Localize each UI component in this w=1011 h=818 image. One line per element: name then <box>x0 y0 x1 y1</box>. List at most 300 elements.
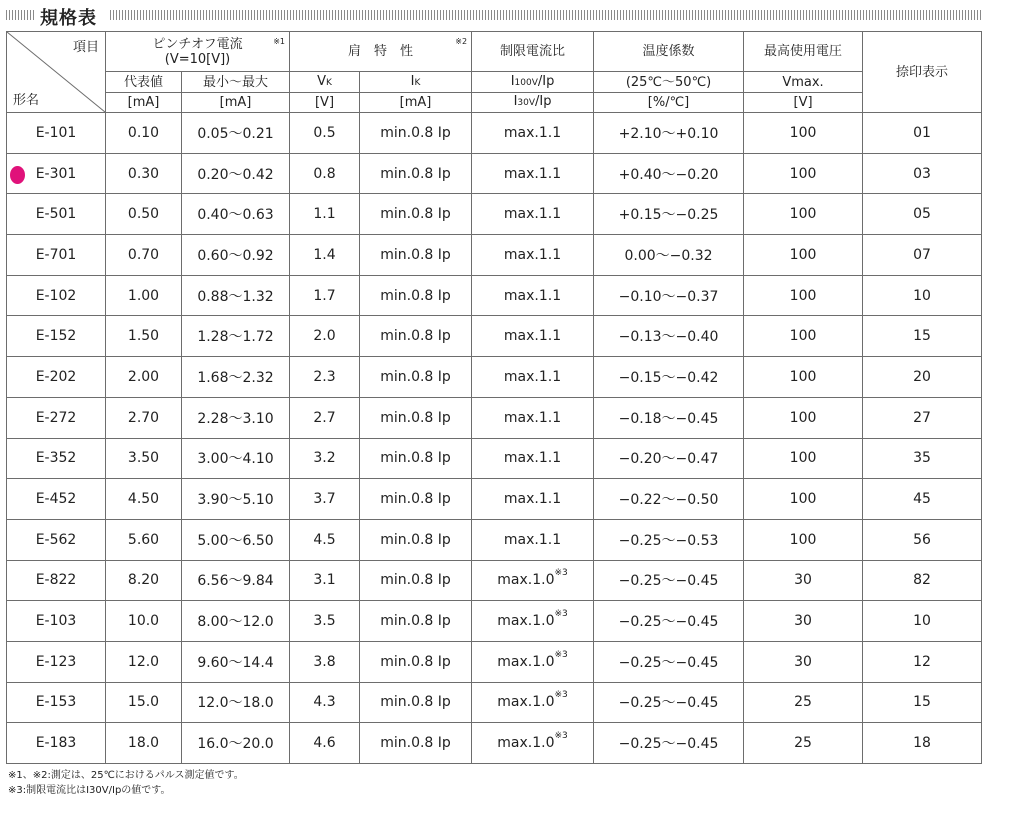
table-row <box>7 519 982 560</box>
cell-ik-text: min.0.8 Ip <box>380 368 451 385</box>
table-row <box>7 682 982 723</box>
cell-stamp <box>863 479 982 520</box>
range-unit: [mA] <box>182 93 290 113</box>
cell-stamp <box>863 723 982 764</box>
limit-unit-sub: 30V <box>517 98 536 108</box>
cell-stamp-text: 15 <box>913 694 931 711</box>
cell-temp-text: −0.20～−0.47 <box>618 451 719 468</box>
title-stripe-left <box>6 10 36 20</box>
cell-range <box>182 357 290 398</box>
cell-vmax-text: 100 <box>789 531 817 548</box>
cell-temp-text: −0.25～−0.45 <box>618 573 719 590</box>
cell-ik <box>360 682 472 723</box>
cell-typ-text: 2.00 <box>127 368 160 385</box>
temp-range-header: (25℃～50℃) <box>594 72 744 93</box>
cell-temp <box>594 397 744 438</box>
cell-typ <box>106 519 182 560</box>
cell-vmax-text: 30 <box>794 653 812 670</box>
cell-model <box>7 316 106 357</box>
cell-typ <box>106 357 182 398</box>
cell-model <box>7 397 106 438</box>
vmax-label-header: Vmax. <box>744 72 863 93</box>
cell-limit <box>472 397 594 438</box>
cell-range <box>182 235 290 276</box>
stamp-header: 捺印表示 <box>863 32 982 113</box>
cell-stamp-text: 12 <box>913 653 931 670</box>
cell-stamp-text: 01 <box>913 124 931 141</box>
cell-ik-text: min.0.8 Ip <box>380 653 451 670</box>
cell-range <box>182 438 290 479</box>
cell-vmax-text: 100 <box>789 165 817 182</box>
cell-range <box>182 560 290 601</box>
cell-typ <box>106 194 182 235</box>
cell-range <box>182 316 290 357</box>
ik-sub: K <box>414 77 421 88</box>
cell-stamp-text: 27 <box>913 409 931 426</box>
vk-header <box>290 72 360 93</box>
cell-limit-text: max.1.1 <box>503 368 562 385</box>
title-bar <box>6 4 982 29</box>
cell-temp <box>594 560 744 601</box>
cell-vk <box>290 438 360 479</box>
table-row <box>7 641 982 682</box>
cell-typ-text: 1.50 <box>127 328 160 345</box>
cell-range-text: 0.40～0.63 <box>197 207 274 224</box>
cell-temp <box>594 723 744 764</box>
footnote-1: ※1、※2:測定は、25℃におけるパルス測定値です。 <box>8 770 244 781</box>
table-body <box>7 113 982 764</box>
cell-range <box>182 601 290 642</box>
cell-ik <box>360 316 472 357</box>
cell-model-text: E-103 <box>35 613 77 630</box>
cell-limit-text: max.1.0 <box>497 572 555 589</box>
temp-unit: [%/℃] <box>594 93 744 113</box>
cell-model-text: E-202 <box>35 368 77 385</box>
cell-vmax <box>744 397 863 438</box>
cell-typ-text: 18.0 <box>127 735 160 752</box>
cell-range-text: 0.05～0.21 <box>197 125 274 142</box>
cell-range-text: 0.88～1.32 <box>197 288 274 305</box>
cell-limit <box>472 113 594 154</box>
cell-stamp-text: 10 <box>913 613 931 630</box>
cell-vmax <box>744 519 863 560</box>
cell-typ-text: 0.50 <box>127 206 160 223</box>
vk-main: V <box>317 73 327 89</box>
cell-model-text: E-301 <box>35 165 77 182</box>
cell-limit <box>472 723 594 764</box>
cell-model-text: E-501 <box>35 206 77 223</box>
cell-range <box>182 641 290 682</box>
cell-range <box>182 153 290 194</box>
cell-model-text: E-272 <box>35 409 77 426</box>
cell-stamp-text: 18 <box>913 735 931 752</box>
typ-header: 代表値 <box>106 72 182 93</box>
cell-ik <box>360 153 472 194</box>
cell-limit <box>472 316 594 357</box>
table-row <box>7 194 982 235</box>
cell-vmax <box>744 641 863 682</box>
cell-range-text: 9.60～14.4 <box>197 654 274 671</box>
cell-model-text: E-562 <box>35 531 77 548</box>
cell-limit <box>472 153 594 194</box>
cell-range <box>182 194 290 235</box>
cell-typ <box>106 316 182 357</box>
cell-ik <box>360 723 472 764</box>
cell-limit-text: max.1.1 <box>503 246 562 263</box>
cell-temp-text: −0.10～−0.37 <box>618 288 719 305</box>
cell-vmax <box>744 275 863 316</box>
cell-model-text: E-101 <box>35 124 77 141</box>
cell-vk-text: 4.5 <box>313 531 336 548</box>
cell-typ-text: 5.60 <box>127 531 160 548</box>
cell-ik <box>360 560 472 601</box>
cell-ik-text: min.0.8 Ip <box>380 165 451 182</box>
cell-temp-text: −0.25～−0.45 <box>618 614 719 631</box>
cell-ik <box>360 397 472 438</box>
cell-stamp-text: 07 <box>913 246 931 263</box>
cell-limit <box>472 438 594 479</box>
note-mark-1: ※1 <box>273 37 286 46</box>
cell-limit <box>472 519 594 560</box>
cell-vmax <box>744 601 863 642</box>
note-mark-3: ※3 <box>554 649 568 660</box>
cell-range <box>182 275 290 316</box>
cell-stamp <box>863 682 982 723</box>
cell-typ <box>106 601 182 642</box>
cell-range-text: 12.0～18.0 <box>197 695 274 712</box>
cell-temp-text: −0.15～−0.42 <box>618 369 719 386</box>
cell-vk <box>290 113 360 154</box>
pinchoff-condition: (V=10[V]) <box>164 51 231 67</box>
cell-limit <box>472 601 594 642</box>
cell-model <box>7 438 106 479</box>
cell-typ <box>106 682 182 723</box>
footnote-3: ※3:制限電流比はI30V/Ipの値です。 <box>8 785 171 796</box>
cell-range-text: 2.28～3.10 <box>197 410 274 427</box>
cell-vk-text: 2.7 <box>313 409 336 426</box>
cell-stamp <box>863 235 982 276</box>
cell-limit <box>472 235 594 276</box>
cell-vmax <box>744 235 863 276</box>
cell-vk-text: 1.4 <box>313 246 336 263</box>
table-row <box>7 397 982 438</box>
cell-temp-text: +0.15～−0.25 <box>618 207 719 224</box>
ik-header <box>360 72 472 93</box>
cell-ik-text: min.0.8 Ip <box>380 287 451 304</box>
corner-item-label: 項目 <box>72 40 99 55</box>
cell-vk-text: 1.1 <box>313 206 336 223</box>
cell-limit-text: max.1.0 <box>497 613 555 630</box>
cell-model <box>7 479 106 520</box>
cell-vk-text: 4.3 <box>313 694 336 711</box>
cell-vmax-text: 100 <box>789 206 817 223</box>
cell-limit-text: max.1.0 <box>497 694 555 711</box>
cell-stamp <box>863 641 982 682</box>
cell-vk <box>290 153 360 194</box>
cell-range <box>182 479 290 520</box>
cell-range-text: 16.0～20.0 <box>197 736 274 753</box>
note-mark-3: ※3 <box>554 568 568 579</box>
cell-vk-text: 0.5 <box>313 124 336 141</box>
footnotes <box>8 768 244 798</box>
cell-model-text: E-102 <box>35 287 77 304</box>
cell-typ <box>106 438 182 479</box>
cell-range-text: 6.56～9.84 <box>197 573 274 590</box>
cell-vk <box>290 682 360 723</box>
table-row <box>7 113 982 154</box>
cell-temp <box>594 235 744 276</box>
vmax-unit: [V] <box>744 93 863 113</box>
table-row <box>7 560 982 601</box>
cell-vk <box>290 641 360 682</box>
note-mark-3: ※3 <box>554 731 568 742</box>
cell-vmax-text: 100 <box>789 491 817 508</box>
cell-typ-text: 8.20 <box>127 572 160 589</box>
cell-temp-text: +0.40～−0.20 <box>618 166 719 183</box>
cell-limit <box>472 641 594 682</box>
cell-range-text: 0.60～0.92 <box>197 247 274 264</box>
cell-temp <box>594 479 744 520</box>
cell-range <box>182 723 290 764</box>
cell-temp <box>594 519 744 560</box>
cell-ik-text: min.0.8 Ip <box>380 328 451 345</box>
cell-typ-text: 0.70 <box>127 246 160 263</box>
typ-unit: [mA] <box>106 93 182 113</box>
cell-range-text: 8.00～12.0 <box>197 614 274 631</box>
cell-ik-text: min.0.8 Ip <box>380 450 451 467</box>
cell-ik <box>360 519 472 560</box>
cell-limit <box>472 479 594 520</box>
cell-model <box>7 357 106 398</box>
cell-stamp <box>863 357 982 398</box>
cell-vmax <box>744 357 863 398</box>
cell-temp <box>594 357 744 398</box>
cell-limit <box>472 194 594 235</box>
table-row <box>7 601 982 642</box>
table-row <box>7 479 982 520</box>
cell-vmax-text: 30 <box>794 613 812 630</box>
cell-typ <box>106 113 182 154</box>
cell-vk <box>290 357 360 398</box>
limit-header: 制限電流比 <box>472 32 594 72</box>
table-row <box>7 357 982 398</box>
cell-stamp-text: 35 <box>913 450 931 467</box>
corner-model-label: 形名 <box>13 93 40 108</box>
cell-vk <box>290 235 360 276</box>
cell-limit <box>472 357 594 398</box>
ik-main: I <box>410 73 415 89</box>
cell-limit <box>472 560 594 601</box>
cell-vk <box>290 479 360 520</box>
cell-temp <box>594 601 744 642</box>
cell-temp <box>594 275 744 316</box>
cell-vk-text: 0.8 <box>313 165 336 182</box>
cell-vk <box>290 519 360 560</box>
highlight-dot <box>10 166 25 184</box>
cell-limit-text: max.1.1 <box>503 206 562 223</box>
cell-model-text: E-153 <box>35 694 77 711</box>
cell-stamp <box>863 153 982 194</box>
table-row <box>7 235 982 276</box>
cell-vk <box>290 601 360 642</box>
cell-stamp-text: 10 <box>913 287 931 304</box>
ik-unit: [mA] <box>360 93 472 113</box>
cell-model <box>7 519 106 560</box>
cell-limit-text: max.1.1 <box>503 328 562 345</box>
cell-vk-text: 3.2 <box>313 450 336 467</box>
cell-model <box>7 641 106 682</box>
cell-vk <box>290 560 360 601</box>
cell-range-text: 0.20～0.42 <box>197 166 274 183</box>
cell-temp-text: −0.25～−0.53 <box>618 532 719 549</box>
cell-range-text: 3.00～4.10 <box>197 451 274 468</box>
cell-stamp-text: 03 <box>913 165 931 182</box>
cell-stamp-text: 20 <box>913 368 931 385</box>
cell-limit-text: max.1.1 <box>503 165 562 182</box>
cell-vmax-text: 100 <box>789 287 817 304</box>
cell-temp-text: +2.10～+0.10 <box>618 125 719 142</box>
pinchoff-header <box>106 32 290 72</box>
note-mark-3: ※3 <box>554 609 568 620</box>
cell-vk <box>290 316 360 357</box>
cell-typ <box>106 560 182 601</box>
table-row <box>7 275 982 316</box>
cell-vmax-text: 100 <box>789 328 817 345</box>
cell-stamp <box>863 438 982 479</box>
cell-range <box>182 519 290 560</box>
table-row <box>7 438 982 479</box>
cell-limit <box>472 275 594 316</box>
cell-temp-text: −0.18～−0.45 <box>618 410 719 427</box>
cell-stamp <box>863 194 982 235</box>
cell-typ <box>106 275 182 316</box>
cell-range <box>182 397 290 438</box>
limit-unit-tail: /Ip <box>535 94 552 109</box>
temp-header: 温度係数 <box>594 32 744 72</box>
cell-range <box>182 113 290 154</box>
cell-typ-text: 0.10 <box>127 124 160 141</box>
cell-temp <box>594 682 744 723</box>
cell-vk <box>290 275 360 316</box>
cell-limit-text: max.1.1 <box>503 531 562 548</box>
cell-limit-text: max.1.1 <box>503 287 562 304</box>
table-row <box>7 723 982 764</box>
cell-typ <box>106 723 182 764</box>
cell-vmax <box>744 438 863 479</box>
limit-ratio-tail: /Ip <box>537 73 555 89</box>
cell-typ <box>106 397 182 438</box>
table-row <box>7 153 982 194</box>
cell-vmax-text: 25 <box>794 735 812 752</box>
cell-ik-text: min.0.8 Ip <box>380 613 451 630</box>
cell-stamp-text: 05 <box>913 206 931 223</box>
cell-vmax-text: 100 <box>789 368 817 385</box>
cell-vmax-text: 100 <box>789 450 817 467</box>
cell-model-text: E-123 <box>35 653 77 670</box>
cell-limit-text: max.1.1 <box>503 450 562 467</box>
cell-vk-text: 2.0 <box>313 328 336 345</box>
cell-vk-text: 3.7 <box>313 491 336 508</box>
title-stripe-right <box>110 10 982 20</box>
cell-vk-text: 2.3 <box>313 368 336 385</box>
cell-vk-text: 3.8 <box>313 653 336 670</box>
cell-vmax-text: 25 <box>794 694 812 711</box>
cell-temp-text: 0.00～−0.32 <box>624 247 713 264</box>
cell-model <box>7 113 106 154</box>
limit-ratio-sub: 100V <box>514 77 538 88</box>
cell-vmax-text: 30 <box>794 572 812 589</box>
cell-limit-text: max.1.1 <box>503 124 562 141</box>
cell-ik <box>360 479 472 520</box>
cell-typ <box>106 641 182 682</box>
cell-vmax-text: 100 <box>789 124 817 141</box>
cell-ik <box>360 275 472 316</box>
table-row <box>7 316 982 357</box>
cell-ik-text: min.0.8 Ip <box>380 694 451 711</box>
cell-model-text: E-701 <box>35 246 77 263</box>
cell-temp-text: −0.22～−0.50 <box>618 492 719 509</box>
cell-stamp <box>863 560 982 601</box>
cell-ik-text: min.0.8 Ip <box>380 124 451 141</box>
cell-ik <box>360 601 472 642</box>
cell-ik-text: min.0.8 Ip <box>380 206 451 223</box>
cell-model <box>7 723 106 764</box>
cell-limit-text: max.1.1 <box>503 491 562 508</box>
vk-sub: K <box>326 77 332 88</box>
pinchoff-title: ピンチオフ電流 <box>152 36 243 52</box>
cell-typ <box>106 153 182 194</box>
cell-model <box>7 601 106 642</box>
cell-model <box>7 194 106 235</box>
cell-vmax-text: 100 <box>789 246 817 263</box>
cell-stamp-text: 45 <box>913 491 931 508</box>
cell-vmax <box>744 560 863 601</box>
cell-ik-text: min.0.8 Ip <box>380 531 451 548</box>
cell-limit-text: max.1.0 <box>497 653 555 670</box>
note-mark-2: ※2 <box>455 37 468 46</box>
cell-range <box>182 682 290 723</box>
cell-vmax <box>744 723 863 764</box>
cell-temp-text: −0.25～−0.45 <box>618 654 719 671</box>
vmax-header: 最高使用電圧 <box>744 32 863 72</box>
cell-ik <box>360 641 472 682</box>
cell-ik-text: min.0.8 Ip <box>380 572 451 589</box>
table-header <box>7 32 982 113</box>
cell-vmax <box>744 479 863 520</box>
cell-typ-text: 2.70 <box>127 409 160 426</box>
cell-range-text: 1.68～2.32 <box>197 369 274 386</box>
cell-ik <box>360 357 472 398</box>
cell-typ-text: 10.0 <box>127 613 160 630</box>
cell-vk-text: 1.7 <box>313 287 336 304</box>
corner-cell <box>7 32 106 113</box>
cell-temp <box>594 113 744 154</box>
cell-typ-text: 0.30 <box>127 165 160 182</box>
cell-ik-text: min.0.8 Ip <box>380 246 451 263</box>
cell-temp <box>594 438 744 479</box>
note-mark-3: ※3 <box>554 690 568 701</box>
cell-vk-text: 4.6 <box>313 735 336 752</box>
cell-stamp <box>863 397 982 438</box>
limit-unit <box>472 93 594 113</box>
cell-model-text: E-452 <box>35 491 77 508</box>
cell-typ <box>106 235 182 276</box>
cell-stamp <box>863 275 982 316</box>
cell-limit-text: max.1.1 <box>503 409 562 426</box>
cell-model <box>7 682 106 723</box>
spec-table <box>6 31 982 764</box>
cell-model-text: E-352 <box>35 450 77 467</box>
